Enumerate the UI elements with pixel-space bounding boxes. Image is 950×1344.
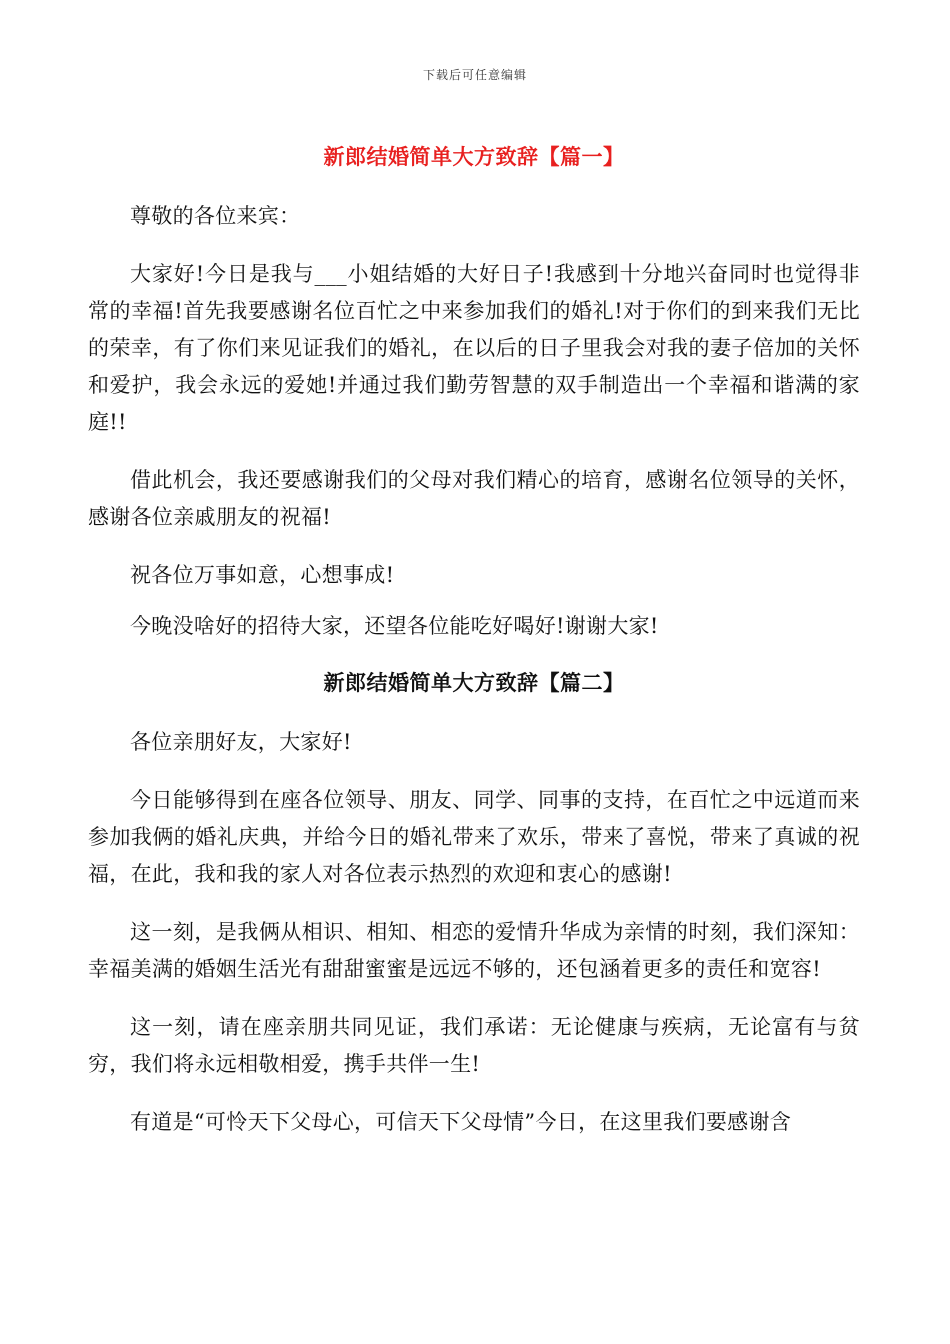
section-2-salutation: 各位亲朋好友，大家好!	[130, 730, 352, 754]
document-body	[88, 140, 860, 1162]
section-1-paragraph: 祝各位万事如意，心想事成!	[130, 563, 395, 587]
header-note: 下载后可任意编辑	[422, 68, 527, 82]
section-1-paragraph: 借此机会，我还要感谢我们的父母对我们精心的培育，感谢名位领导的关怀，感谢各位亲戚朋友的祝福!	[88, 468, 860, 529]
section-2-paragraph: 今日能够得到在座各位领导、朋友、同学、同事的支持，在百忙之中远道而来参加我俩的婚礼庆典，并给今日的婚礼带来了欢乐，带来了喜悦，带来了真诚的祝福，在此，我和我的家人对各位表示热烈的欢迎和衷心的感谢!	[88, 788, 860, 886]
section-1-salutation: 尊敬的各位来宾：	[130, 204, 301, 228]
section-1-paragraph: 大家好!今日是我与___小姐结婚的大好日子!我感到十分地兴奋同时也觉得非常的幸福!首先我要感谢名位百忙之中来参加我们的婚礼!对于你们的到来我们无比的荣幸，有了你们来见证我们的婚礼，在以后的日子里我会对我的妻子倍加的关怀和爱护，我会永远的爱她!并通过我们勤劳智慧的双手制造出一个幸福和谐满的家庭!!	[88, 262, 860, 434]
section-2-paragraph: 有道是“可怜天下父母心，可信天下父母情”今日，在这里我们要感谢含	[130, 1110, 792, 1134]
section-2-paragraph: 这一刻，是我俩从相识、相知、相恋的爱情升华成为亲情的时刻，我们深知：幸福美满的婚姻生活光有甜甜蜜蜜是远远不够的，还包涵着更多的责任和宽容!	[88, 920, 860, 981]
section-1-paragraph: 今晚没啥好的招待大家，还望各位能吃好喝好!谢谢大家!	[130, 614, 659, 638]
section-2-title: 新郎结婚简单大方致辞【篇二】	[323, 670, 625, 695]
section-2-paragraph: 这一刻，请在座亲朋共同见证，我们承诺：无论健康与疾病，无论富有与贫穷，我们将永远相敬相爱，携手共伴一生!	[88, 1015, 860, 1076]
section-1-title: 新郎结婚简单大方致辞【篇一】	[323, 144, 625, 169]
